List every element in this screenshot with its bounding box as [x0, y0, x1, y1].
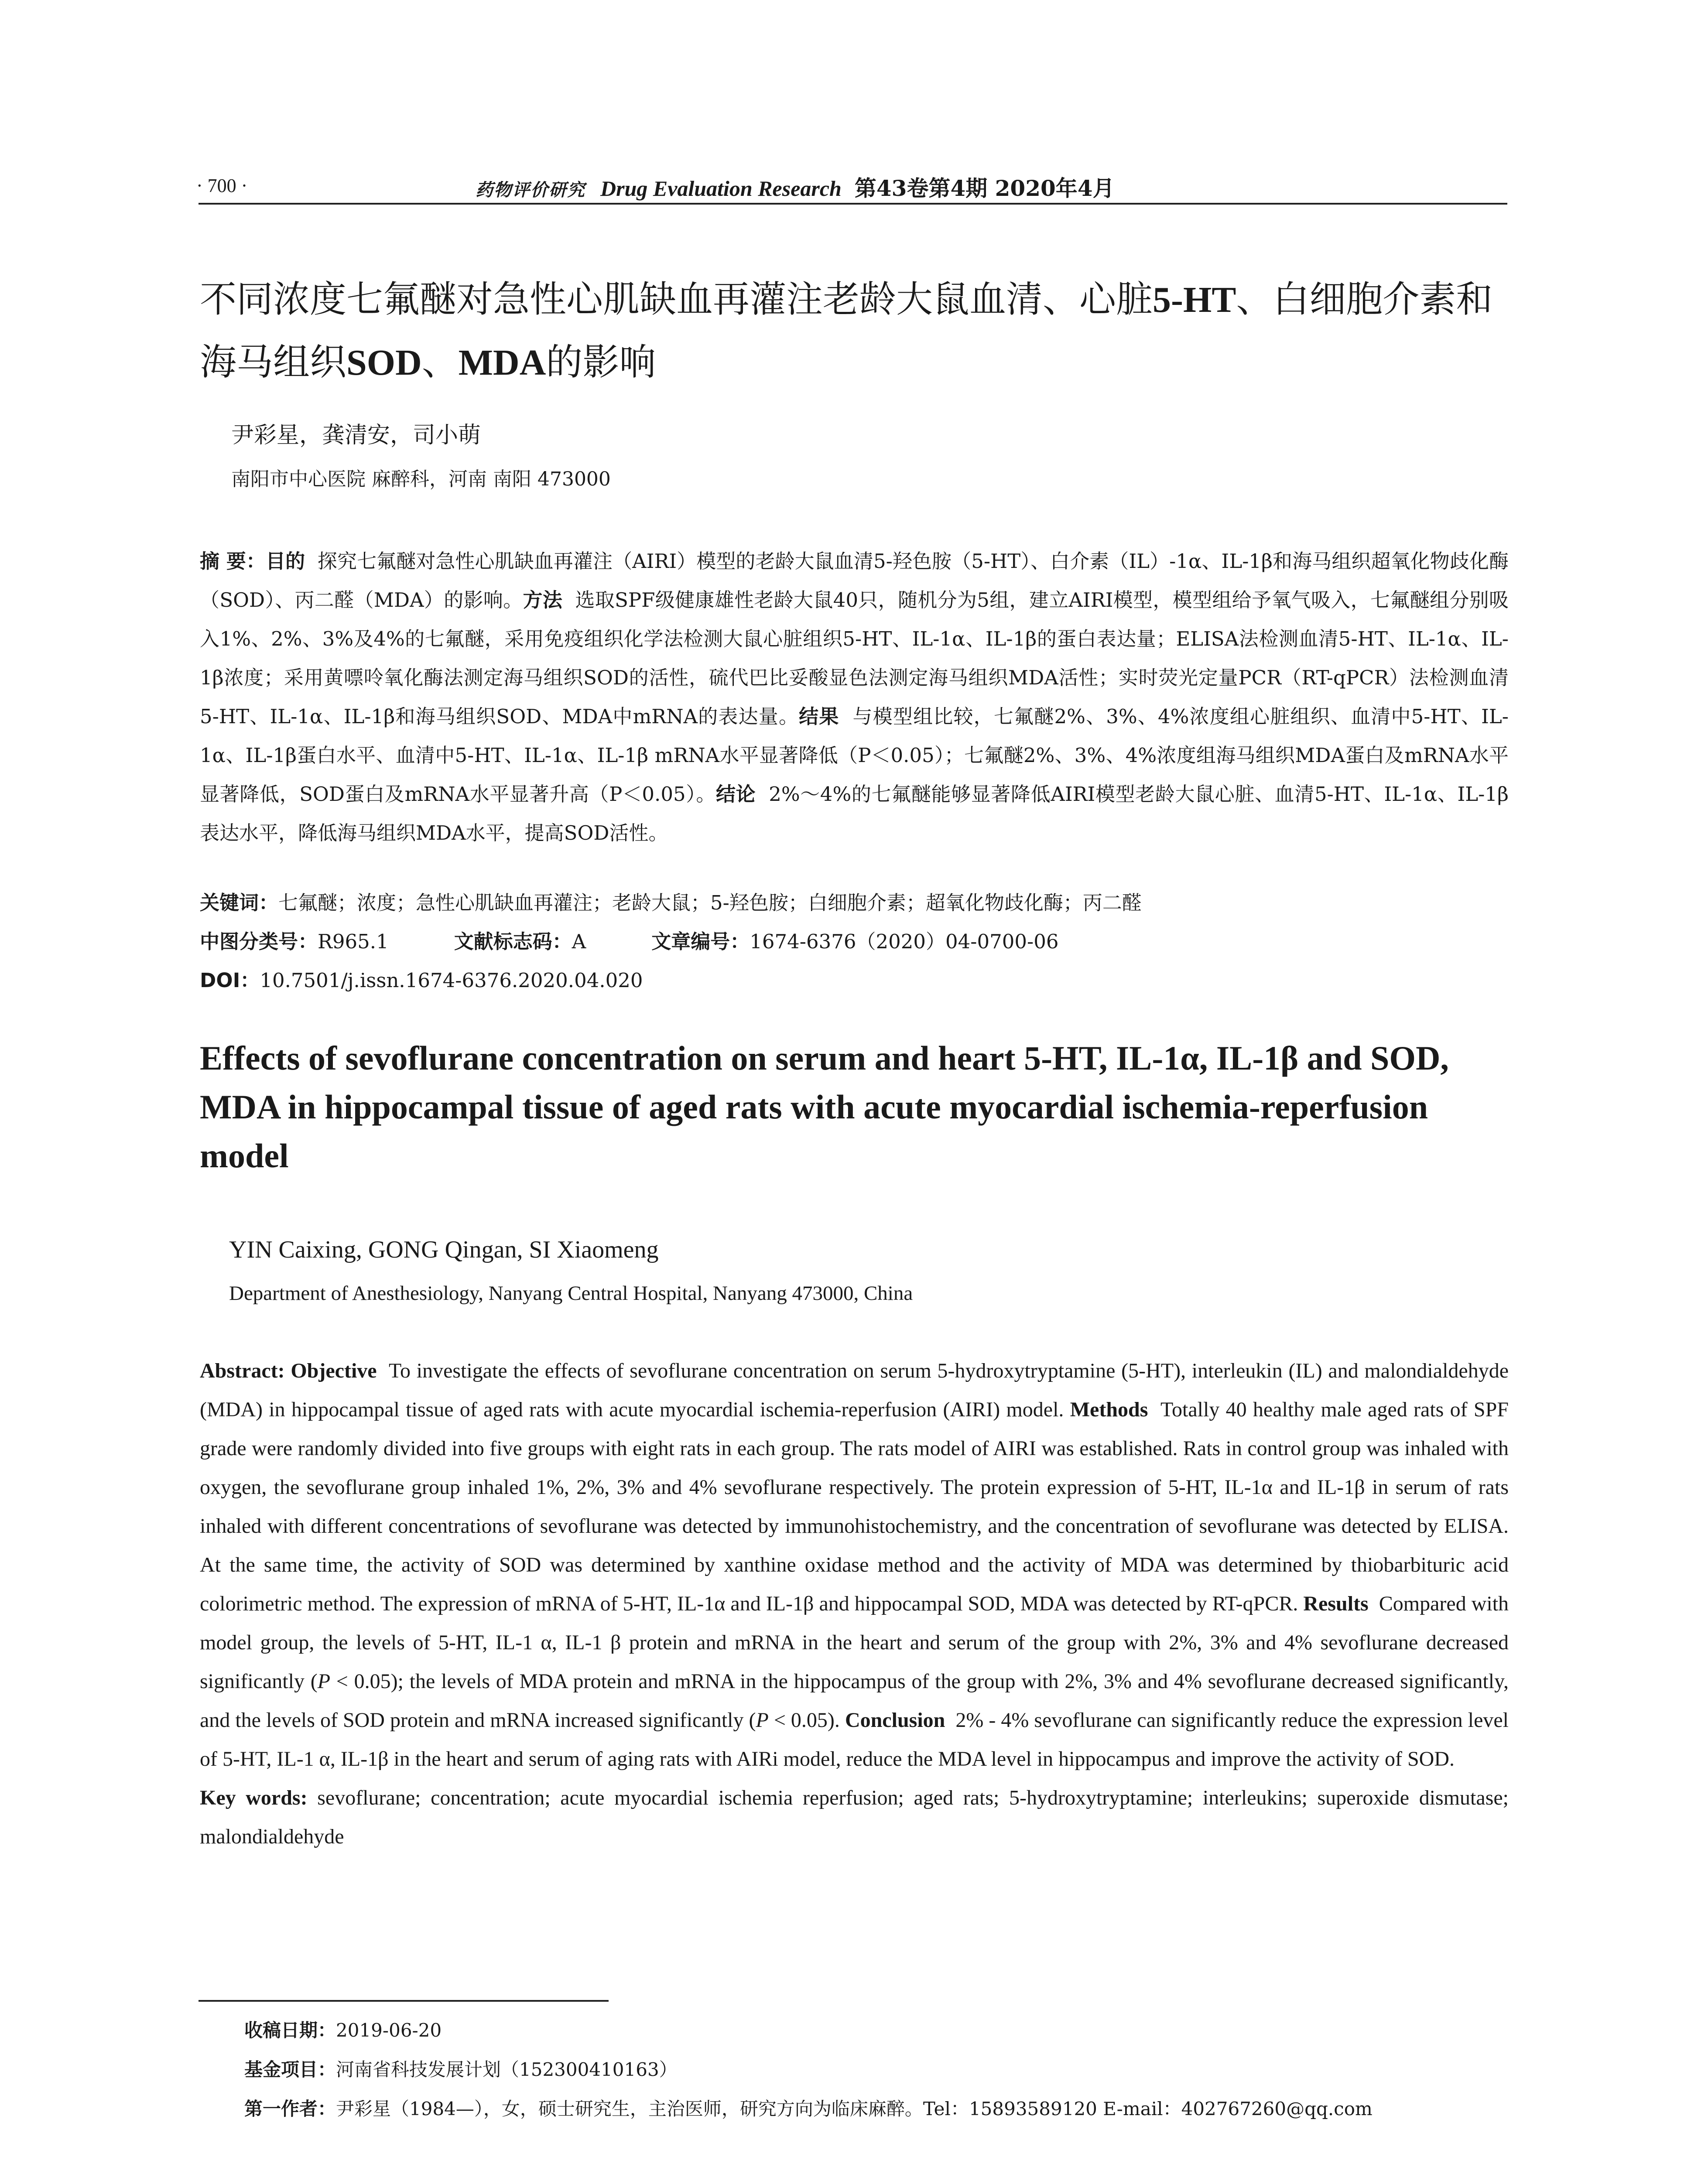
cn-authors: 尹彩星，龚清安，司小萌 [231, 422, 481, 448]
received-date: 收稿日期：2019-06-20 [244, 2020, 442, 2041]
header-rule [199, 203, 1507, 205]
cn-affiliation: 南阳市中心医院 麻醉科，河南 南阳 473000 [231, 468, 611, 490]
running-header [476, 171, 1115, 202]
en-methods: Totally 40 healthy male aged rats of SPF grade were randomly divided into five groups with eight rats in each group. The rats model of AIRI was established. Rats in control group was inhaled with oxygen, the sevoflurane group inhaled 1%, 2%, 3% and 4% sevoflurane respectively. The protein expression of 5-HT, IL-1α and IL-1β in serum of rats inhaled with different concentrations of sevoflurane was detected by immunohistochemistry, and the concentration of sevoflurane was detected by ELISA. At the same time, the activity of SOD was determined by xanthine oxidase method and the activity of MDA was determined by thiobarbituric acid colorimetric method. The expression of mRNA of 5-HT, IL-1α and IL-1β and hippocampal SOD, MDA was detected by RT-qPCR. [200, 1398, 1509, 1615]
journal-name: Drug Evaluation Research [600, 176, 842, 201]
cn-methods: 选取SPF级健康雄性老龄大鼠40只，随机分为5组，建立AIRI模型，模型组给予氧气吸入，七氟醚组分别吸入1%、2%、3%及4%的七氟醚，采用免疫组织化学法检测大鼠心脏组织5-HT、IL-1α、IL-1β的蛋白表达量；ELISA法检测血清5-HT、IL-1α、IL-1β浓度；采用黄嘌呤氧化酶法测定海马组织SOD的活性，硫代巴比妥酸显色法测定海马组织MDA活性；实时荧光定量PCR（RT-qPCR）法检测血清5-HT、IL-1α、IL-1β和海马组织SOD、MDA中mRNA的表达量。 [200, 588, 1509, 728]
en-results: Compared with model group, the levels of 5-HT, IL-1 α, IL-1 β protein and mRNA in the heart and serum of the group with 2%, 3% and 4% sevoflurane decreased significantly (P < 0.05); the levels of MDA protein and mRNA in the hippocampus of the group with 2%, 3% and 4% sevoflurane decreased significantly, and the levels of SOD protein and mRNA increased significantly (P < 0.05). [200, 1592, 1509, 1732]
cn-title: 不同浓度七氟醚对急性心肌缺血再灌注老龄大鼠血清、心脏5-HT、白细胞介素和海马组织SOD、MDA的影响 [200, 278, 1493, 383]
en-abstract: Abstract: Objective To investigate the effects of sevoflurane concentration on serum 5-hydroxytryptamine (5-HT), interleukin (IL) and malondialdehyde (MDA) in hippocampal tissue of aged rats with acute myocardial ischemia-reperfusion (AIRI) model. Methods Totally 40 healthy male aged rats of SPF grade were randomly divided into five groups with eight rats in each group. The rats model of AIRI was established. Rats in control group was inhaled with oxygen, the sevoflurane group inhaled 1%, 2%, 3% and 4% sevoflurane respectively. The protein expression of 5-HT, IL-1α and IL-1β in serum of rats inhaled with different concentrations of sevoflurane was detected by immunohistochemistry, and the concentration of sevoflurane was detected by ELISA. At the same time, the activity of SOD was determined by xanthine oxidase method and the activity of MDA was determined by thiobarbituric acid colorimetric method. The expression of mRNA of 5-HT, IL-1α and IL-1β and hippocampal SOD, MDA was detected by RT-qPCR. Results Compared with model group, the levels of 5-HT, IL-1 α, IL-1 β protein and mRNA in the heart and serum of the group with 2%, 3% and 4% sevoflurane decreased significantly (P < 0.05); the levels of MDA protein and mRNA in the hippocampus of the group with 2%, 3% and 4% sevoflurane decreased significantly, and the levels of SOD protein and mRNA increased significantly (P < 0.05). Conclusion 2% - 4% sevoflurane can significantly reduce the expression level of 5-HT, IL-1 α, IL-1β in the heart and serum of aging rats with AIRi model, reduce the MDA level in hippocampus and improve the activity of SOD. Key words: sevoflurane; concentration; acute myocardial ischemia reperfusion; aged rats; 5-hydroxytryptamine; interleukins; superoxide dismutase; malondialdehyde [200, 1359, 1509, 1848]
cn-objective: 探究七氟醚对急性心肌缺血再灌注（AIRI）模型的老龄大鼠血清5-羟色胺（5-HT）、白介素（IL）-1α、IL-1β和海马组织超氧化物歧化酶（SOD）、丙二醛（MDA）的影响。 [200, 550, 1509, 612]
cn-metadata [200, 883, 1509, 1000]
cn-objective-label: 目的 [265, 550, 305, 573]
en-title: Effects of sevoflurane concentration on serum and heart 5-HT, IL-1α, IL-1β and SOD, MDA in hippocampal tissue of aged rats with acute myocardial ischemia-reperfusion model [200, 1039, 1449, 1175]
en-conclusion: 2% - 4% sevoflurane can significantly reduce the expression level of 5-HT, IL-1 α, IL-1β in the heart and serum of aging rats with AIRi model, reduce the MDA level in hippocampus and improve the activity of SOD. [200, 1709, 1509, 1771]
cn-methods-label: 方法 [523, 588, 563, 612]
issue-info: 第43卷第4期 2020年4月 [854, 175, 1115, 201]
en-keywords: sevoflurane; concentration; acute myocardial ischemia reperfusion; aged rats; 5-hydroxytryptamine; interleukins; superoxide dismutase; malondialdehyde [200, 1786, 1509, 1848]
fund-project: 基金项目：河南省科技发展计划（152300410163） [244, 2059, 678, 2080]
journal-logo: 药物评价研究 [476, 180, 585, 200]
cn-abstract [200, 542, 1509, 852]
en-objective: To investigate the effects of sevoflurane concentration on serum 5-hydroxytryptamine (5-HT), interleukin (IL) and malondialdehyde (MDA) in hippocampal tissue of aged rats with acute myocardial ischemia-reperfusion (AIRI) model. [200, 1359, 1509, 1421]
cn-classification: 中图分类号：R965.1 文献标志码：A 文章编号：1674-6376（2020）04-0700-06 [200, 930, 1059, 953]
cn-doi: DOI：10.7501/j.issn.1674-6376.2020.04.020 [200, 969, 643, 992]
first-author: 第一作者：尹彩星（1984—），女，硕士研究生，主治医师，研究方向为临床麻醉。Tel：15893589120 E-mail：402767260@qq.com [244, 2098, 1373, 2119]
en-keywords-label: Key words: [200, 1786, 308, 1809]
cn-results: 与模型组比较，七氟醚2%、3%、4%浓度组心脏组织、血清中5-HT、IL-1α、IL-1β蛋白水平、血清中5-HT、IL-1α、IL-1β mRNA水平显著降低（P＜0.05）；七氟醚2%、3%、4%浓度组海马组织MDA蛋白及mRNA水平显著降低，SOD蛋白及mRNA水平显著升高（P＜0.05）。 [200, 705, 1509, 806]
footnote-rule [199, 2000, 609, 2002]
en-affiliation: Department of Anesthesiology, Nanyang Central Hospital, Nanyang 473000, China [229, 1282, 913, 1305]
en-authors: YIN Caixing, GONG Qingan, SI Xiaomeng [229, 1236, 659, 1263]
page-number: · 700 · [196, 175, 248, 196]
cn-results-label: 结果 [799, 705, 839, 728]
footnotes [244, 2011, 1373, 2129]
cn-conclusion-label: 结论 [716, 783, 756, 806]
cn-abstract-label: 摘 要： [200, 550, 266, 573]
cn-keywords: 关键词：七氟醚；浓度；急性心肌缺血再灌注；老龄大鼠；5-羟色胺；白细胞介素；超氧化物歧化酶；丙二醛 [200, 891, 1142, 914]
cn-conclusion: 2%～4%的七氟醚能够显著降低AIRI模型老龄大鼠心脏、血清5-HT、IL-1α、IL-1β表达水平，降低海马组织MDA水平，提高SOD活性。 [200, 783, 1509, 844]
